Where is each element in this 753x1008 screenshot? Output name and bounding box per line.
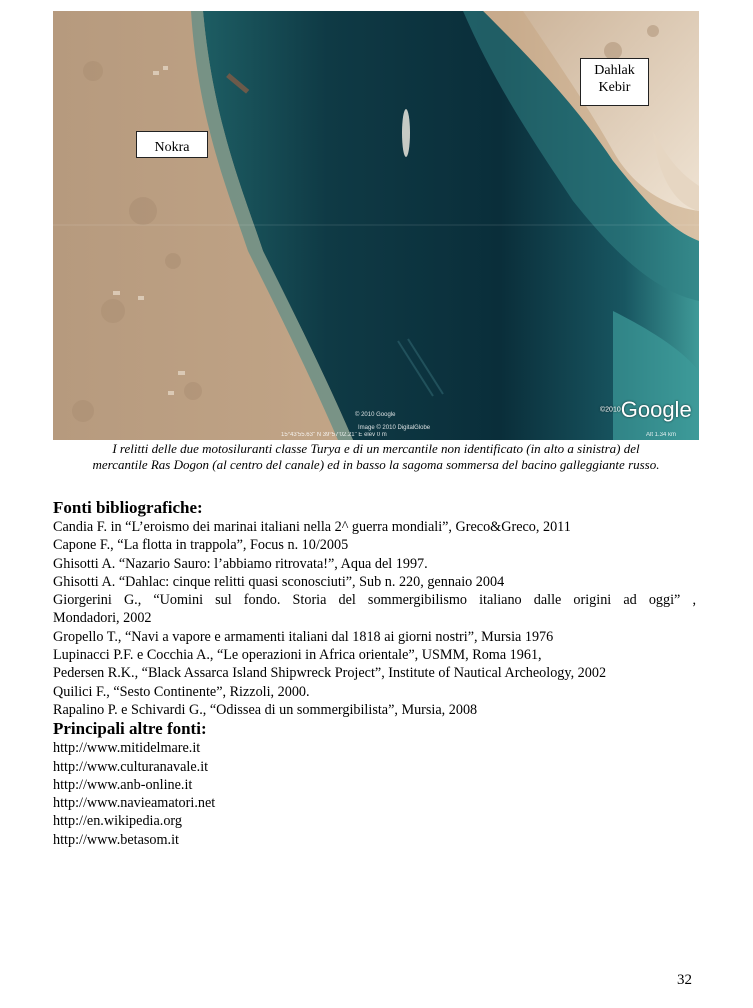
- map-label-dahlak-line1: Dahlak: [594, 63, 635, 78]
- caption-line: mercantile Ras Dogon (al centro del canale) ed in basso la sagoma sommersa del bacino galleggiante russo.: [92, 457, 660, 472]
- map-label-dahlak-line2: Kebir: [598, 80, 631, 95]
- bibliography-entry: Gropello T., “Navi a vapore e armamenti italiani dal 1818 ai giorni nostri”, Mursia 1976: [53, 628, 554, 645]
- source-link[interactable]: http://en.wikipedia.org: [53, 813, 182, 830]
- map-label-nokra: Nokra: [136, 131, 208, 158]
- bibliography-entry: Lupinacci P.F. e Cocchia A., “Le operazioni in Africa orientale”, USMM, Roma 1961,: [53, 647, 542, 664]
- photo-caption: [40, 441, 712, 473]
- bibliography-entry: Candia F. in “L’eroismo dei marinai italiani nella 2^ guerra mondiali”, Greco&Greco, 2011: [53, 519, 571, 535]
- caption-line: I relitti delle due motosiluranti classe Turya e di un mercantile non identificato (in alto a sinistra) del: [112, 441, 640, 456]
- source-link[interactable]: http://www.mitidelmare.it: [53, 740, 201, 757]
- bibliography-entry: Ghisotti A. “Nazario Sauro: l’abbiamo ritrovata!”, Aqua del 1997.: [53, 555, 428, 572]
- map-coordinates: 15°43'55.63" N 39°57'02.21" E elev 0 m: [281, 432, 387, 438]
- bibliography-heading: Fonti bibliografiche:: [53, 498, 203, 517]
- references-section: [53, 498, 696, 849]
- source-link[interactable]: http://www.navieamatori.net: [53, 795, 216, 812]
- google-logo: [600, 397, 692, 423]
- source-link[interactable]: http://www.anb-online.it: [53, 776, 193, 793]
- map-label-dahlak-kebir: [580, 58, 649, 106]
- bibliography-entry: Pedersen R.K., “Black Assarca Island Shipwreck Project”, Institute of Nautical Archeology, 2002: [53, 665, 607, 682]
- source-link[interactable]: http://www.culturanavale.it: [53, 758, 209, 775]
- other-sources-heading: Principali altre fonti:: [53, 719, 207, 739]
- map-altitude: Alt 1.34 km: [646, 432, 677, 438]
- bibliography-entry: Ghisotti A. “Dahlac: cinque relitti quasi sconosciuti”, Sub n. 220, gennaio 2004: [53, 573, 505, 590]
- bibliography-entry: Quilici F., “Sesto Continente”, Rizzoli, 2000.: [53, 683, 310, 700]
- satellite-photo: [53, 11, 699, 440]
- google-logo-text: Google: [620, 397, 692, 422]
- bibliography-entry: Mondadori, 2002: [53, 610, 152, 627]
- bibliography-entry: Capone F., “La flotta in trappola”, Focus n. 10/2005: [53, 537, 349, 554]
- bibliography-entry: Rapalino P. e Schivardi G., “Odissea di un sommergibilista”, Mursia, 2008: [53, 701, 478, 718]
- map-copyright-google: © 2010 Google: [355, 412, 396, 418]
- page-number: 32: [677, 972, 692, 988]
- source-link[interactable]: http://www.betasom.it: [53, 831, 179, 848]
- bibliography-entry: Giorgerini G., “Uomini sul fondo. Storia del sommergibilismo italiano dalle origini ad oggi” ,: [53, 592, 696, 609]
- map-copyright-imagery: Image © 2010 DigitalGlobe: [358, 425, 431, 431]
- google-logo-year: ©2010: [600, 406, 621, 414]
